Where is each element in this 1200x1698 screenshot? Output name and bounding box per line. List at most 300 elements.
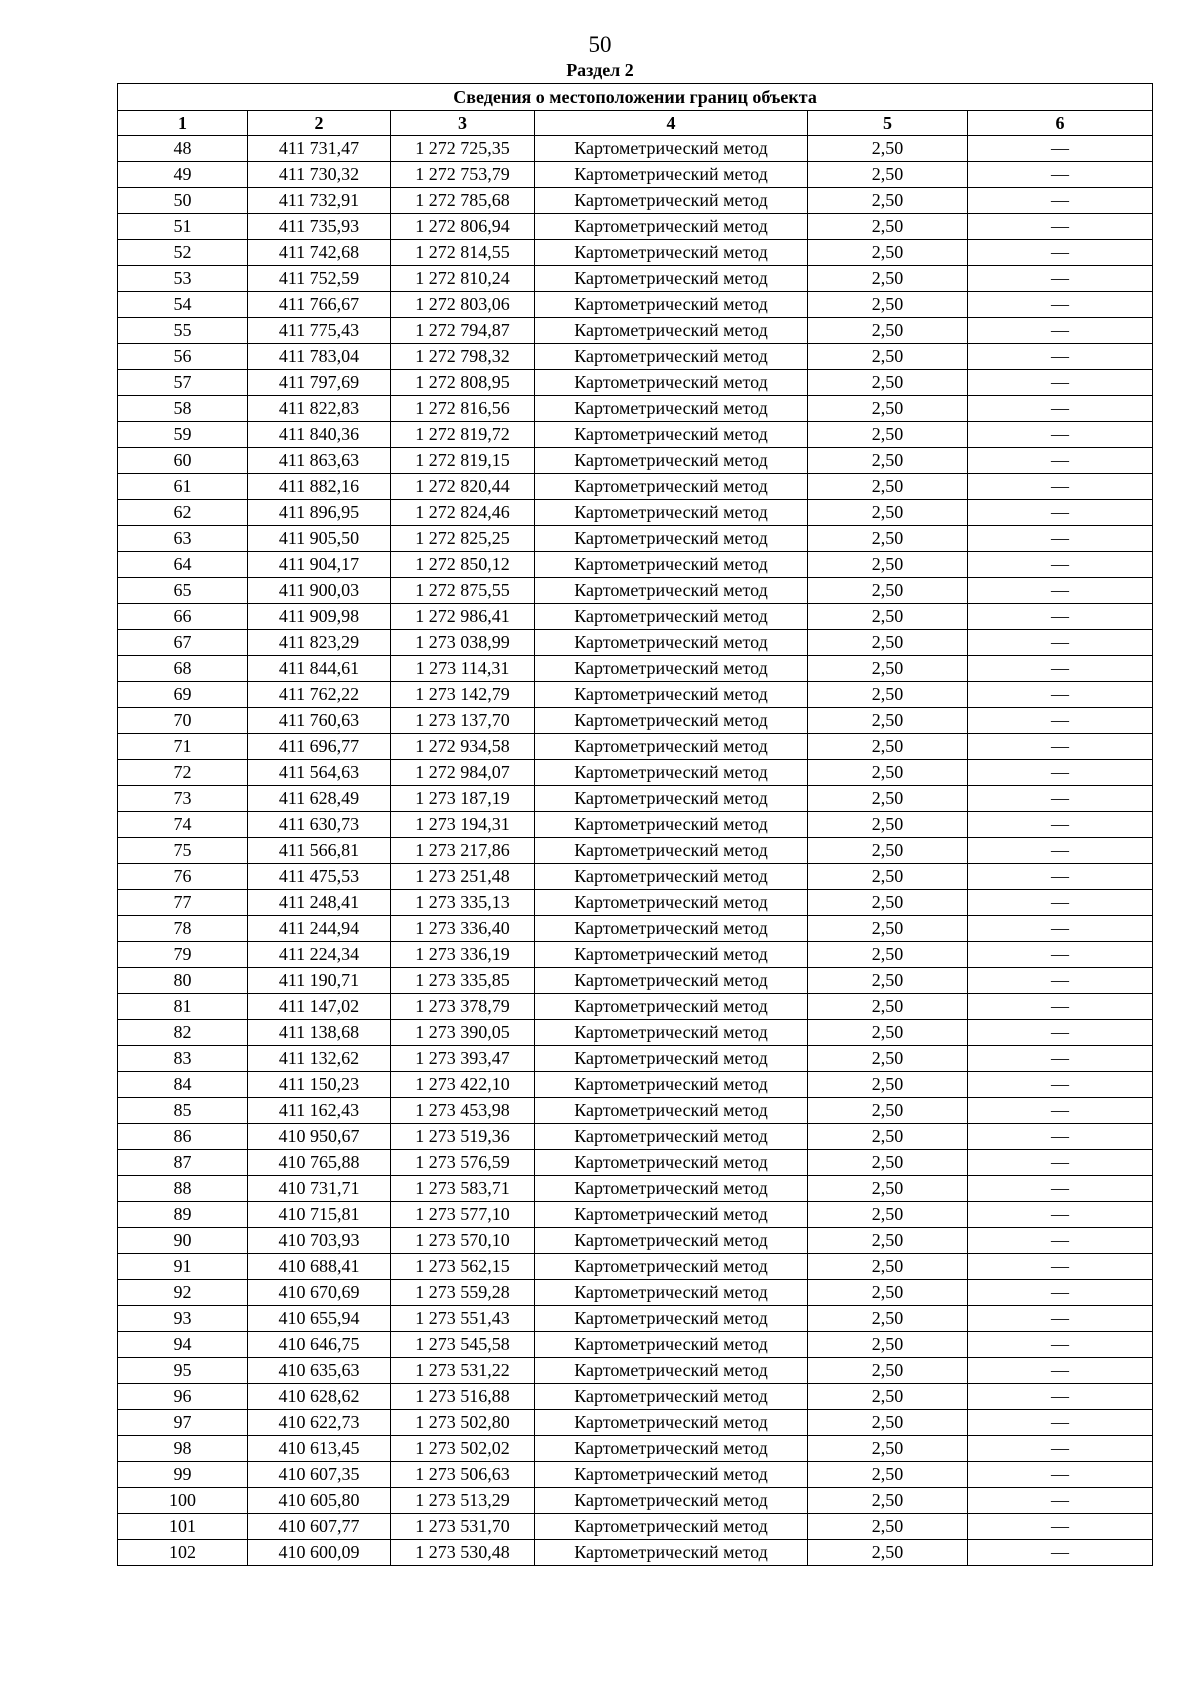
- x-coordinate-cell: 411 475,53: [248, 864, 391, 890]
- point-number-cell: 67: [118, 630, 248, 656]
- accuracy-cell: 2,50: [808, 1176, 968, 1202]
- x-coordinate-cell: 411 147,02: [248, 994, 391, 1020]
- accuracy-cell: 2,50: [808, 1436, 968, 1462]
- y-coordinate-cell: 1 273 502,80: [391, 1410, 535, 1436]
- x-coordinate-cell: 411 863,63: [248, 448, 391, 474]
- accuracy-cell: 2,50: [808, 1098, 968, 1124]
- section-title: Раздел 2: [566, 60, 634, 80]
- accuracy-cell: 2,50: [808, 1384, 968, 1410]
- point-number-cell: 58: [118, 396, 248, 422]
- method-cell: Картометрический метод: [535, 526, 808, 552]
- point-number-cell: 94: [118, 1332, 248, 1358]
- point-number-cell: 51: [118, 214, 248, 240]
- method-cell: Картометрический метод: [535, 318, 808, 344]
- y-coordinate-cell: 1 272 808,95: [391, 370, 535, 396]
- point-number-cell: 99: [118, 1462, 248, 1488]
- accuracy-cell: 2,50: [808, 318, 968, 344]
- method-cell: Картометрический метод: [535, 1124, 808, 1150]
- description-cell: —: [968, 422, 1153, 448]
- point-number-cell: 84: [118, 1072, 248, 1098]
- table-row: [118, 214, 1153, 240]
- method-cell: Картометрический метод: [535, 1462, 808, 1488]
- description-cell: —: [968, 812, 1153, 838]
- description-cell: —: [968, 890, 1153, 916]
- x-coordinate-cell: 410 607,35: [248, 1462, 391, 1488]
- y-coordinate-cell: 1 273 251,48: [391, 864, 535, 890]
- accuracy-cell: 2,50: [808, 1124, 968, 1150]
- point-number-cell: 59: [118, 422, 248, 448]
- point-number-cell: 55: [118, 318, 248, 344]
- x-coordinate-cell: 411 190,71: [248, 968, 391, 994]
- y-coordinate-cell: 1 273 137,70: [391, 708, 535, 734]
- point-number-cell: 66: [118, 604, 248, 630]
- x-coordinate-cell: 411 742,68: [248, 240, 391, 266]
- x-coordinate-cell: 410 628,62: [248, 1384, 391, 1410]
- method-cell: Картометрический метод: [535, 1410, 808, 1436]
- y-coordinate-cell: 1 272 810,24: [391, 266, 535, 292]
- method-cell: Картометрический метод: [535, 1384, 808, 1410]
- y-coordinate-cell: 1 273 531,22: [391, 1358, 535, 1384]
- table-row: [118, 812, 1153, 838]
- description-cell: —: [968, 942, 1153, 968]
- table-row: [118, 344, 1153, 370]
- table-row: [118, 422, 1153, 448]
- point-number-cell: 88: [118, 1176, 248, 1202]
- table-row: [118, 266, 1153, 292]
- accuracy-cell: 2,50: [808, 422, 968, 448]
- accuracy-cell: 2,50: [808, 1332, 968, 1358]
- y-coordinate-cell: 1 272 850,12: [391, 552, 535, 578]
- description-cell: —: [968, 1410, 1153, 1436]
- method-cell: Картометрический метод: [535, 396, 808, 422]
- description-cell: —: [968, 136, 1153, 162]
- method-cell: Картометрический метод: [535, 214, 808, 240]
- table-row: [118, 1150, 1153, 1176]
- y-coordinate-cell: 1 273 570,10: [391, 1228, 535, 1254]
- description-cell: —: [968, 604, 1153, 630]
- accuracy-cell: 2,50: [808, 916, 968, 942]
- description-cell: —: [968, 1098, 1153, 1124]
- description-cell: —: [968, 760, 1153, 786]
- description-cell: —: [968, 1228, 1153, 1254]
- method-cell: Картометрический метод: [535, 1098, 808, 1124]
- description-cell: —: [968, 1020, 1153, 1046]
- table-row: [118, 942, 1153, 968]
- description-cell: —: [968, 1462, 1153, 1488]
- table-caption: Сведения о местоположении границ объекта: [118, 84, 1153, 111]
- y-coordinate-cell: 1 272 785,68: [391, 188, 535, 214]
- table-row: [118, 1306, 1153, 1332]
- y-coordinate-cell: 1 273 422,10: [391, 1072, 535, 1098]
- x-coordinate-cell: 411 797,69: [248, 370, 391, 396]
- method-cell: Картометрический метод: [535, 812, 808, 838]
- point-number-cell: 101: [118, 1514, 248, 1540]
- description-cell: —: [968, 786, 1153, 812]
- accuracy-cell: 2,50: [808, 292, 968, 318]
- x-coordinate-cell: 411 162,43: [248, 1098, 391, 1124]
- description-cell: —: [968, 1436, 1153, 1462]
- y-coordinate-cell: 1 272 986,41: [391, 604, 535, 630]
- table-row: [118, 1202, 1153, 1228]
- column-header-2: 2: [248, 111, 391, 136]
- description-cell: —: [968, 1332, 1153, 1358]
- method-cell: Картометрический метод: [535, 1540, 808, 1566]
- accuracy-cell: 2,50: [808, 1202, 968, 1228]
- description-cell: —: [968, 682, 1153, 708]
- x-coordinate-cell: 411 735,93: [248, 214, 391, 240]
- y-coordinate-cell: 1 273 562,15: [391, 1254, 535, 1280]
- description-cell: —: [968, 1202, 1153, 1228]
- description-cell: —: [968, 1514, 1153, 1540]
- table-row: [118, 1332, 1153, 1358]
- description-cell: —: [968, 214, 1153, 240]
- point-number-cell: 68: [118, 656, 248, 682]
- x-coordinate-cell: 410 670,69: [248, 1280, 391, 1306]
- y-coordinate-cell: 1 272 806,94: [391, 214, 535, 240]
- point-number-cell: 79: [118, 942, 248, 968]
- method-cell: Картометрический метод: [535, 708, 808, 734]
- table-row: [118, 656, 1153, 682]
- point-number-cell: 85: [118, 1098, 248, 1124]
- x-coordinate-cell: 410 622,73: [248, 1410, 391, 1436]
- method-cell: Картометрический метод: [535, 292, 808, 318]
- point-number-cell: 102: [118, 1540, 248, 1566]
- table-row: [118, 136, 1153, 162]
- y-coordinate-cell: 1 273 545,58: [391, 1332, 535, 1358]
- method-cell: Картометрический метод: [535, 604, 808, 630]
- method-cell: Картометрический метод: [535, 890, 808, 916]
- description-cell: —: [968, 448, 1153, 474]
- accuracy-cell: 2,50: [808, 1306, 968, 1332]
- accuracy-cell: 2,50: [808, 682, 968, 708]
- y-coordinate-cell: 1 273 114,31: [391, 656, 535, 682]
- point-number-cell: 53: [118, 266, 248, 292]
- y-coordinate-cell: 1 273 502,02: [391, 1436, 535, 1462]
- column-header-4: 4: [535, 111, 808, 136]
- accuracy-cell: 2,50: [808, 1540, 968, 1566]
- method-cell: Картометрический метод: [535, 734, 808, 760]
- x-coordinate-cell: 411 909,98: [248, 604, 391, 630]
- description-cell: —: [968, 188, 1153, 214]
- description-cell: —: [968, 994, 1153, 1020]
- y-coordinate-cell: 1 273 559,28: [391, 1280, 535, 1306]
- table-row: [118, 760, 1153, 786]
- column-header-5: 5: [808, 111, 968, 136]
- point-number-cell: 70: [118, 708, 248, 734]
- y-coordinate-cell: 1 273 576,59: [391, 1150, 535, 1176]
- method-cell: Картометрический метод: [535, 370, 808, 396]
- description-cell: —: [968, 656, 1153, 682]
- description-cell: —: [968, 1176, 1153, 1202]
- description-cell: —: [968, 370, 1153, 396]
- accuracy-cell: 2,50: [808, 734, 968, 760]
- accuracy-cell: 2,50: [808, 890, 968, 916]
- table-row: [118, 1072, 1153, 1098]
- point-number-cell: 60: [118, 448, 248, 474]
- point-number-cell: 54: [118, 292, 248, 318]
- accuracy-cell: 2,50: [808, 968, 968, 994]
- y-coordinate-cell: 1 273 531,70: [391, 1514, 535, 1540]
- x-coordinate-cell: 411 732,91: [248, 188, 391, 214]
- x-coordinate-cell: 410 600,09: [248, 1540, 391, 1566]
- point-number-cell: 65: [118, 578, 248, 604]
- y-coordinate-cell: 1 273 516,88: [391, 1384, 535, 1410]
- y-coordinate-cell: 1 272 798,32: [391, 344, 535, 370]
- description-cell: —: [968, 1150, 1153, 1176]
- accuracy-cell: 2,50: [808, 266, 968, 292]
- accuracy-cell: 2,50: [808, 526, 968, 552]
- method-cell: Картометрический метод: [535, 1358, 808, 1384]
- accuracy-cell: 2,50: [808, 786, 968, 812]
- x-coordinate-cell: 411 564,63: [248, 760, 391, 786]
- y-coordinate-cell: 1 273 335,85: [391, 968, 535, 994]
- table-row: [118, 162, 1153, 188]
- y-coordinate-cell: 1 273 187,19: [391, 786, 535, 812]
- y-coordinate-cell: 1 272 984,07: [391, 760, 535, 786]
- accuracy-cell: 2,50: [808, 1150, 968, 1176]
- description-cell: —: [968, 1488, 1153, 1514]
- table-row: [118, 1124, 1153, 1150]
- method-cell: Картометрический метод: [535, 552, 808, 578]
- point-number-cell: 62: [118, 500, 248, 526]
- method-cell: Картометрический метод: [535, 266, 808, 292]
- y-coordinate-cell: 1 273 336,19: [391, 942, 535, 968]
- y-coordinate-cell: 1 272 753,79: [391, 162, 535, 188]
- table-row: [118, 864, 1153, 890]
- x-coordinate-cell: 411 760,63: [248, 708, 391, 734]
- method-cell: Картометрический метод: [535, 968, 808, 994]
- point-number-cell: 56: [118, 344, 248, 370]
- accuracy-cell: 2,50: [808, 396, 968, 422]
- point-number-cell: 48: [118, 136, 248, 162]
- x-coordinate-cell: 411 904,17: [248, 552, 391, 578]
- y-coordinate-cell: 1 272 814,55: [391, 240, 535, 266]
- description-cell: —: [968, 708, 1153, 734]
- y-coordinate-cell: 1 273 335,13: [391, 890, 535, 916]
- description-cell: —: [968, 1046, 1153, 1072]
- y-coordinate-cell: 1 273 217,86: [391, 838, 535, 864]
- point-number-cell: 61: [118, 474, 248, 500]
- method-cell: Картометрический метод: [535, 838, 808, 864]
- accuracy-cell: 2,50: [808, 1228, 968, 1254]
- accuracy-cell: 2,50: [808, 708, 968, 734]
- method-cell: Картометрический метод: [535, 630, 808, 656]
- method-cell: Картометрический метод: [535, 1488, 808, 1514]
- description-cell: —: [968, 864, 1153, 890]
- x-coordinate-cell: 410 635,63: [248, 1358, 391, 1384]
- point-number-cell: 64: [118, 552, 248, 578]
- description-cell: —: [968, 292, 1153, 318]
- description-cell: —: [968, 1358, 1153, 1384]
- method-cell: Картометрический метод: [535, 1150, 808, 1176]
- method-cell: Картометрический метод: [535, 682, 808, 708]
- method-cell: Картометрический метод: [535, 1176, 808, 1202]
- table-row: [118, 396, 1153, 422]
- method-cell: Картометрический метод: [535, 1280, 808, 1306]
- table-row: [118, 1098, 1153, 1124]
- method-cell: Картометрический метод: [535, 1514, 808, 1540]
- accuracy-cell: 2,50: [808, 578, 968, 604]
- x-coordinate-cell: 410 688,41: [248, 1254, 391, 1280]
- point-number-cell: 76: [118, 864, 248, 890]
- x-coordinate-cell: 411 224,34: [248, 942, 391, 968]
- description-cell: —: [968, 1254, 1153, 1280]
- point-number-cell: 71: [118, 734, 248, 760]
- y-coordinate-cell: 1 273 577,10: [391, 1202, 535, 1228]
- point-number-cell: 96: [118, 1384, 248, 1410]
- x-coordinate-cell: 410 950,67: [248, 1124, 391, 1150]
- accuracy-cell: 2,50: [808, 1514, 968, 1540]
- point-number-cell: 90: [118, 1228, 248, 1254]
- method-cell: Картометрический метод: [535, 344, 808, 370]
- table-body: [118, 136, 1153, 1566]
- table-row: [118, 318, 1153, 344]
- method-cell: Картометрический метод: [535, 1436, 808, 1462]
- table-row: [118, 994, 1153, 1020]
- method-cell: Картометрический метод: [535, 448, 808, 474]
- accuracy-cell: 2,50: [808, 370, 968, 396]
- accuracy-cell: 2,50: [808, 760, 968, 786]
- point-number-cell: 87: [118, 1150, 248, 1176]
- x-coordinate-cell: 411 783,04: [248, 344, 391, 370]
- column-header-3: 3: [391, 111, 535, 136]
- method-cell: Картометрический метод: [535, 188, 808, 214]
- method-cell: Картометрический метод: [535, 1228, 808, 1254]
- x-coordinate-cell: 411 896,95: [248, 500, 391, 526]
- table-row: [118, 1228, 1153, 1254]
- y-coordinate-cell: 1 273 513,29: [391, 1488, 535, 1514]
- description-cell: —: [968, 344, 1153, 370]
- description-cell: —: [968, 1384, 1153, 1410]
- y-coordinate-cell: 1 272 725,35: [391, 136, 535, 162]
- y-coordinate-cell: 1 272 934,58: [391, 734, 535, 760]
- accuracy-cell: 2,50: [808, 1020, 968, 1046]
- accuracy-cell: 2,50: [808, 474, 968, 500]
- point-number-cell: 72: [118, 760, 248, 786]
- boundary-coordinates-table: [117, 83, 1153, 1566]
- table-row: [118, 786, 1153, 812]
- table-row: [118, 1280, 1153, 1306]
- accuracy-cell: 2,50: [808, 1358, 968, 1384]
- y-coordinate-cell: 1 272 794,87: [391, 318, 535, 344]
- table-row: [118, 968, 1153, 994]
- description-cell: —: [968, 734, 1153, 760]
- point-number-cell: 98: [118, 1436, 248, 1462]
- accuracy-cell: 2,50: [808, 1488, 968, 1514]
- table-row: [118, 370, 1153, 396]
- x-coordinate-cell: 411 630,73: [248, 812, 391, 838]
- y-coordinate-cell: 1 273 393,47: [391, 1046, 535, 1072]
- point-number-cell: 74: [118, 812, 248, 838]
- x-coordinate-cell: 410 646,75: [248, 1332, 391, 1358]
- column-header-1: 1: [118, 111, 248, 136]
- table-row: [118, 1462, 1153, 1488]
- description-cell: —: [968, 1540, 1153, 1566]
- description-cell: —: [968, 500, 1153, 526]
- table-row: [118, 240, 1153, 266]
- point-number-cell: 73: [118, 786, 248, 812]
- table-row: [118, 1176, 1153, 1202]
- accuracy-cell: 2,50: [808, 630, 968, 656]
- x-coordinate-cell: 411 775,43: [248, 318, 391, 344]
- accuracy-cell: 2,50: [808, 448, 968, 474]
- accuracy-cell: 2,50: [808, 136, 968, 162]
- x-coordinate-cell: 410 655,94: [248, 1306, 391, 1332]
- method-cell: Картометрический метод: [535, 760, 808, 786]
- description-cell: —: [968, 474, 1153, 500]
- method-cell: Картометрический метод: [535, 864, 808, 890]
- accuracy-cell: 2,50: [808, 864, 968, 890]
- table-row: [118, 526, 1153, 552]
- table-row: [118, 500, 1153, 526]
- table-caption-row: [118, 84, 1153, 111]
- accuracy-cell: 2,50: [808, 604, 968, 630]
- point-number-cell: 77: [118, 890, 248, 916]
- x-coordinate-cell: 410 715,81: [248, 1202, 391, 1228]
- x-coordinate-cell: 411 566,81: [248, 838, 391, 864]
- table-row: [118, 1254, 1153, 1280]
- point-number-cell: 57: [118, 370, 248, 396]
- method-cell: Картометрический метод: [535, 786, 808, 812]
- description-cell: —: [968, 396, 1153, 422]
- y-coordinate-cell: 1 272 816,56: [391, 396, 535, 422]
- table-row: [118, 890, 1153, 916]
- method-cell: Картометрический метод: [535, 942, 808, 968]
- method-cell: Картометрический метод: [535, 1306, 808, 1332]
- x-coordinate-cell: 411 762,22: [248, 682, 391, 708]
- method-cell: Картометрический метод: [535, 136, 808, 162]
- point-number-cell: 81: [118, 994, 248, 1020]
- method-cell: Картометрический метод: [535, 578, 808, 604]
- accuracy-cell: 2,50: [808, 500, 968, 526]
- accuracy-cell: 2,50: [808, 812, 968, 838]
- y-coordinate-cell: 1 272 825,25: [391, 526, 535, 552]
- description-cell: —: [968, 318, 1153, 344]
- x-coordinate-cell: 411 628,49: [248, 786, 391, 812]
- column-header-6: 6: [968, 111, 1153, 136]
- description-cell: —: [968, 162, 1153, 188]
- table-row: [118, 1540, 1153, 1566]
- table-row: [118, 604, 1153, 630]
- table-row: [118, 552, 1153, 578]
- description-cell: —: [968, 968, 1153, 994]
- x-coordinate-cell: 411 844,61: [248, 656, 391, 682]
- accuracy-cell: 2,50: [808, 942, 968, 968]
- point-number-cell: 63: [118, 526, 248, 552]
- table-row: [118, 1046, 1153, 1072]
- description-cell: —: [968, 1072, 1153, 1098]
- point-number-cell: 97: [118, 1410, 248, 1436]
- point-number-cell: 52: [118, 240, 248, 266]
- accuracy-cell: 2,50: [808, 1072, 968, 1098]
- accuracy-cell: 2,50: [808, 1254, 968, 1280]
- method-cell: Картометрический метод: [535, 474, 808, 500]
- table-row: [118, 1488, 1153, 1514]
- accuracy-cell: 2,50: [808, 552, 968, 578]
- method-cell: Картометрический метод: [535, 994, 808, 1020]
- method-cell: Картометрический метод: [535, 500, 808, 526]
- table-row: [118, 708, 1153, 734]
- x-coordinate-cell: 411 823,29: [248, 630, 391, 656]
- point-number-cell: 49: [118, 162, 248, 188]
- table-row: [118, 1514, 1153, 1540]
- point-number-cell: 69: [118, 682, 248, 708]
- point-number-cell: 83: [118, 1046, 248, 1072]
- y-coordinate-cell: 1 273 142,79: [391, 682, 535, 708]
- y-coordinate-cell: 1 273 506,63: [391, 1462, 535, 1488]
- y-coordinate-cell: 1 273 530,48: [391, 1540, 535, 1566]
- description-cell: —: [968, 838, 1153, 864]
